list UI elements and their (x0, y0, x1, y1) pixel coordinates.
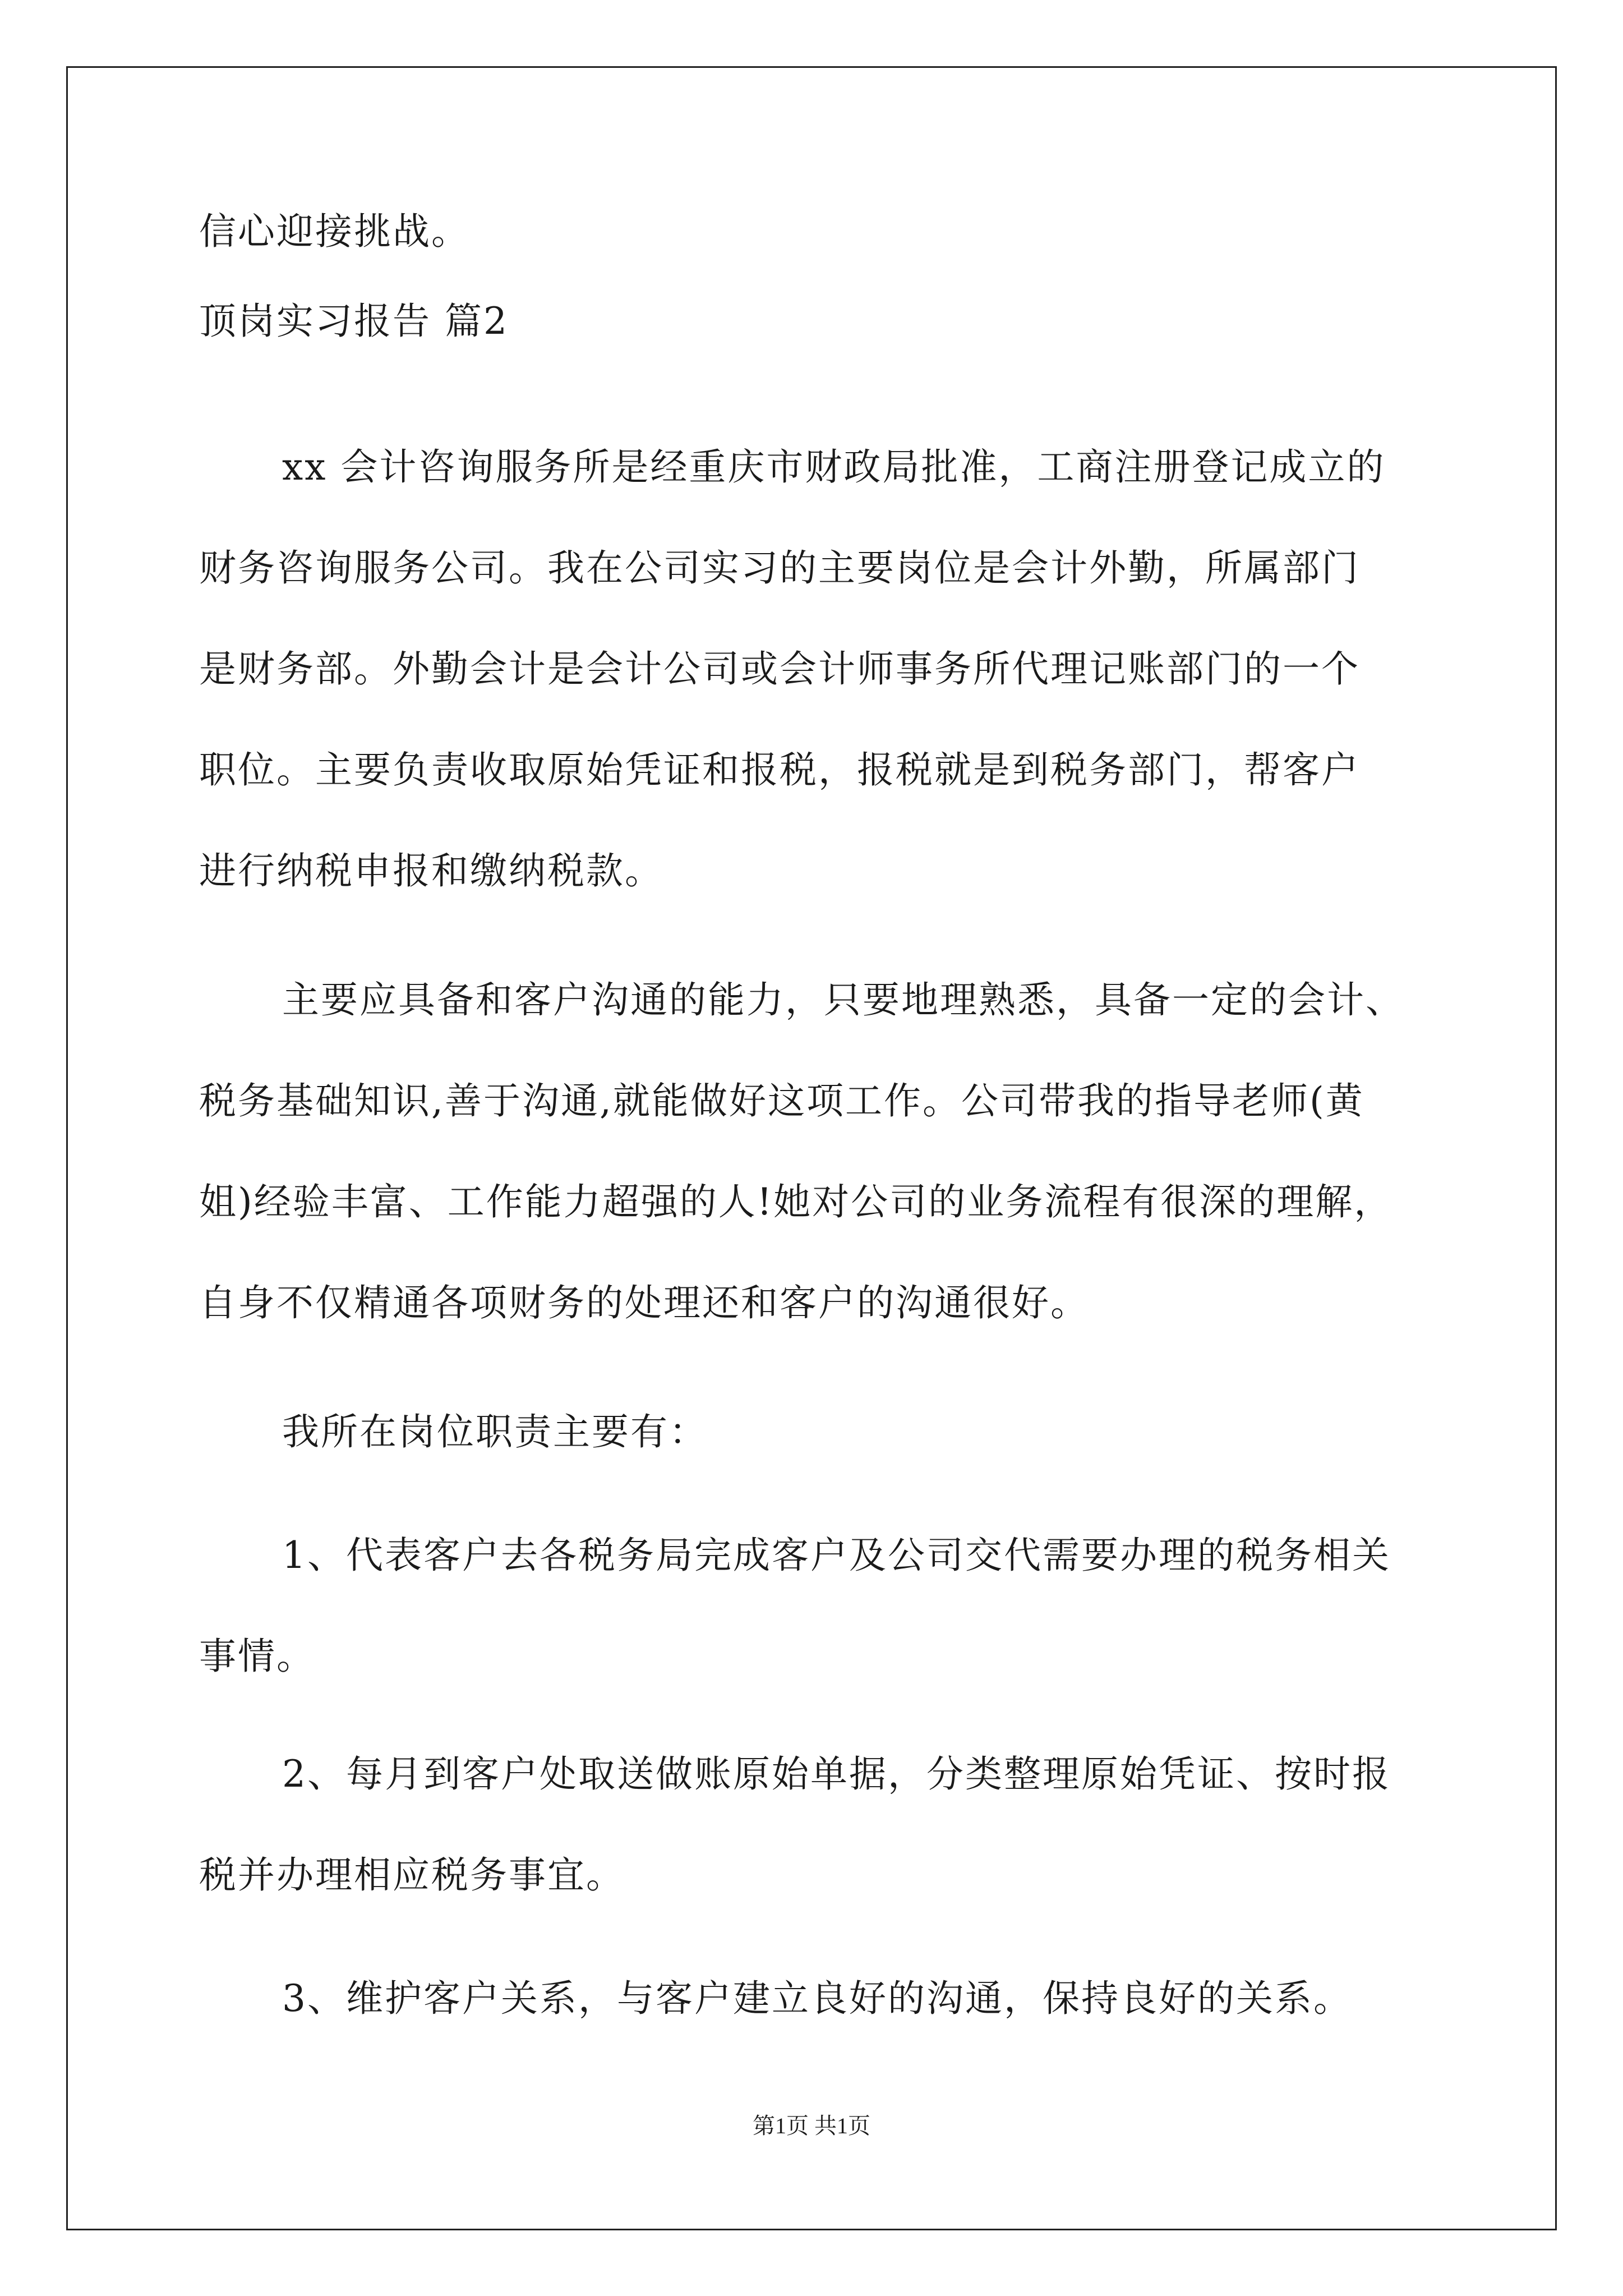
paragraph-line: 姐)经验丰富、工作能力超强的人!她对公司的业务流程有很深的理解， (199, 1180, 1393, 1223)
page-border (66, 66, 1557, 2230)
paragraph-line: 我所在岗位职责主要有： (282, 1410, 708, 1453)
paragraph-line: 自身不仅精通各项财务的处理还和客户的沟通很好。 (199, 1281, 1089, 1324)
page-number-footer: 第1页 共1页 (753, 2113, 870, 2138)
paragraph-line: 税务基础知识,善于沟通,就能做好这项工作。公司带我的指导老师(黄 (199, 1079, 1364, 1122)
paragraph-line: xx 会计咨询服务所是经重庆市财政局批准，工商注册登记成立的 (282, 445, 1386, 489)
list-item-line: 3、维护客户关系，与客户建立良好的沟通，保持良好的关系。 (282, 1977, 1352, 2020)
list-item-line: 税并办理相应税务事宜。 (199, 1853, 625, 1897)
list-item-line: 事情。 (199, 1635, 315, 1678)
section-heading: 顶岗实习报告 篇2 (199, 300, 509, 343)
paragraph-line: 职位。主要负责收取原始凭证和报税，报税就是到税务部门，帮客户 (199, 748, 1360, 792)
text-line: 信心迎接挑战。 (199, 210, 470, 253)
paragraph-line: 是财务部。外勤会计是会计公司或会计师事务所代理记账部门的一个 (199, 647, 1360, 691)
paragraph-line: 进行纳税申报和缴纳税款。 (199, 849, 663, 892)
list-item-line: 1、代表客户去各税务局完成客户及公司交代需要办理的税务相关 (282, 1534, 1391, 1577)
paragraph-line: 财务咨询服务公司。我在公司实习的主要岗位是会计外勤，所属部门 (199, 546, 1360, 590)
paragraph-line: 主要应具备和客户沟通的能力，只要地理熟悉，具备一定的会计、 (282, 978, 1404, 1022)
list-item-line: 2、每月到客户处取送做账原始单据，分类整理原始凭证、按时报 (282, 1752, 1391, 1796)
